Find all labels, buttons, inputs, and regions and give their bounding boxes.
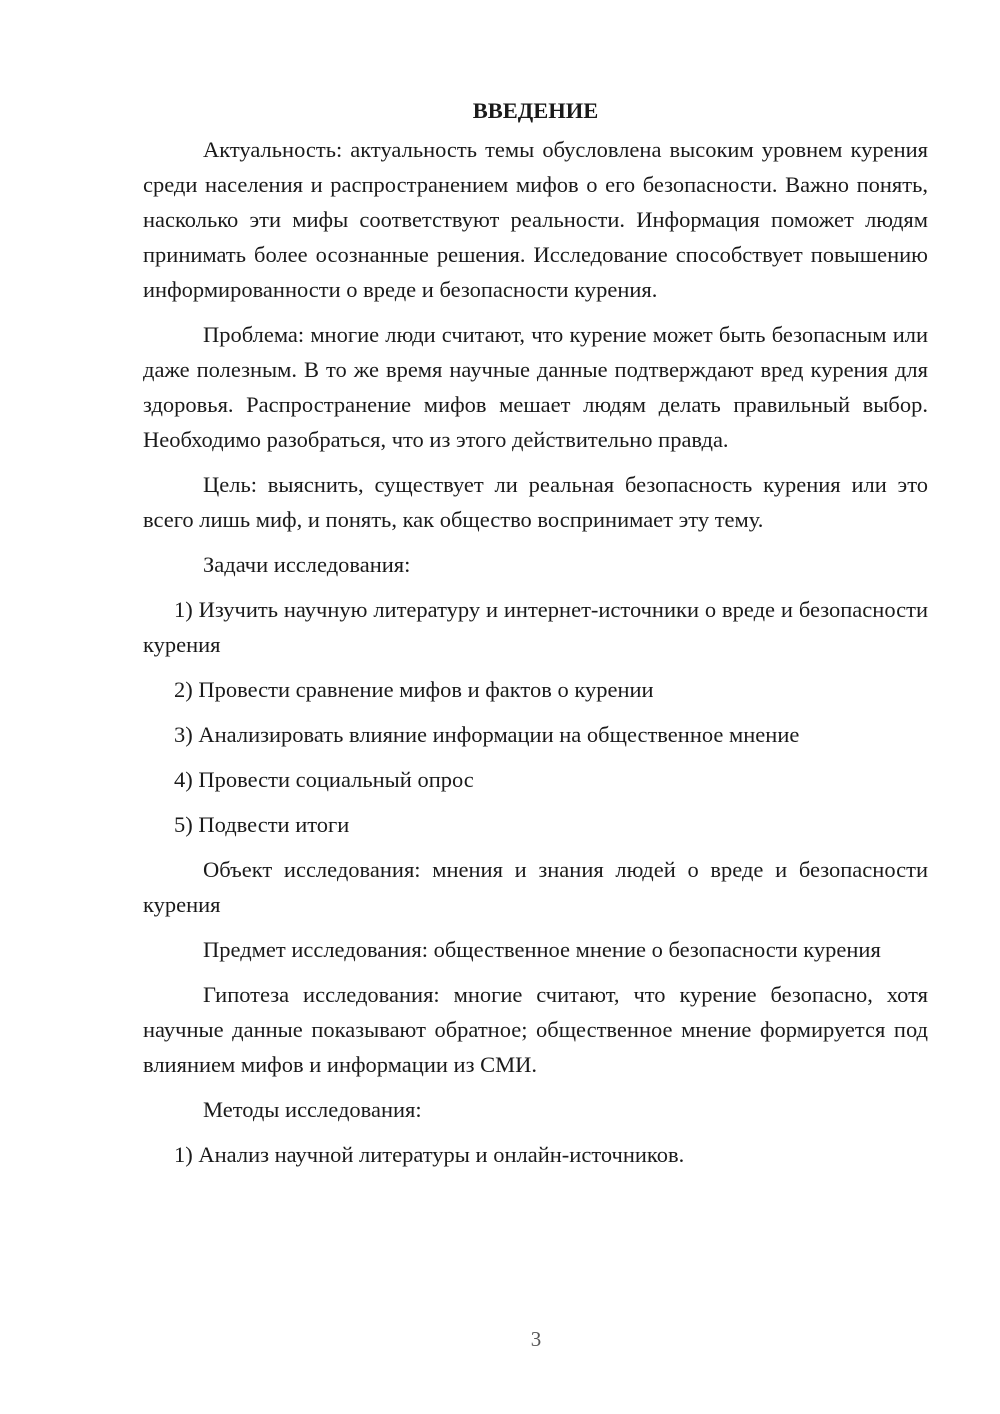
object-paragraph: Объект исследования: мнения и знания людей о вреде и безопасности курения [143, 857, 928, 917]
methods-heading: Методы исследования: [203, 1097, 422, 1122]
tasks-heading: Задачи исследования: [203, 552, 411, 577]
goal-paragraph: Цель: выяснить, существует ли реальная безопасность курения или это всего лишь миф, и понять, как общество воспринимает эту тему. [143, 472, 928, 532]
task-item-3: 3) Анализировать влияние информации на общественное мнение [174, 722, 800, 747]
task-item-4: 4) Провести социальный опрос [174, 767, 474, 792]
subject-paragraph: Предмет исследования: общественное мнение о безопасности курения [203, 937, 881, 962]
document-body [143, 93, 928, 1182]
task-item-5: 5) Подвести итоги [174, 812, 350, 837]
task-item-2: 2) Провести сравнение мифов и фактов о курении [174, 677, 654, 702]
task-item-1: 1) Изучить научную литературу и интернет-источники о вреде и безопасности курения [143, 597, 928, 657]
relevance-paragraph: Актуальность: актуальность темы обусловлена высоким уровнем курения среди населения и распространением мифов о его безопасности. Важно понять, насколько эти мифы соответствуют реальности. Информация поможет людям принимать более осознанные решения. Исследование способствует повышению информированности о вреде и безопасности курения. [143, 137, 928, 302]
problem-paragraph: Проблема: многие люди считают, что курение может быть безопасным или даже полезным. В то же время научные данные подтверждают вред курения для здоровья. Распространение мифов мешает людям делать правильный выбор. Необходимо разобраться, что из этого действительно правда. [143, 322, 928, 452]
section-title: ВВЕДЕНИЕ [472, 98, 599, 123]
page-number: 3 [530, 1327, 542, 1351]
hypothesis-paragraph: Гипотеза исследования: многие считают, что курение безопасно, хотя научные данные показывают обратное; общественное мнение формируется под влиянием мифов и информации из СМИ. [143, 982, 928, 1077]
method-item-1: 1) Анализ научной литературы и онлайн-источников. [174, 1142, 685, 1167]
